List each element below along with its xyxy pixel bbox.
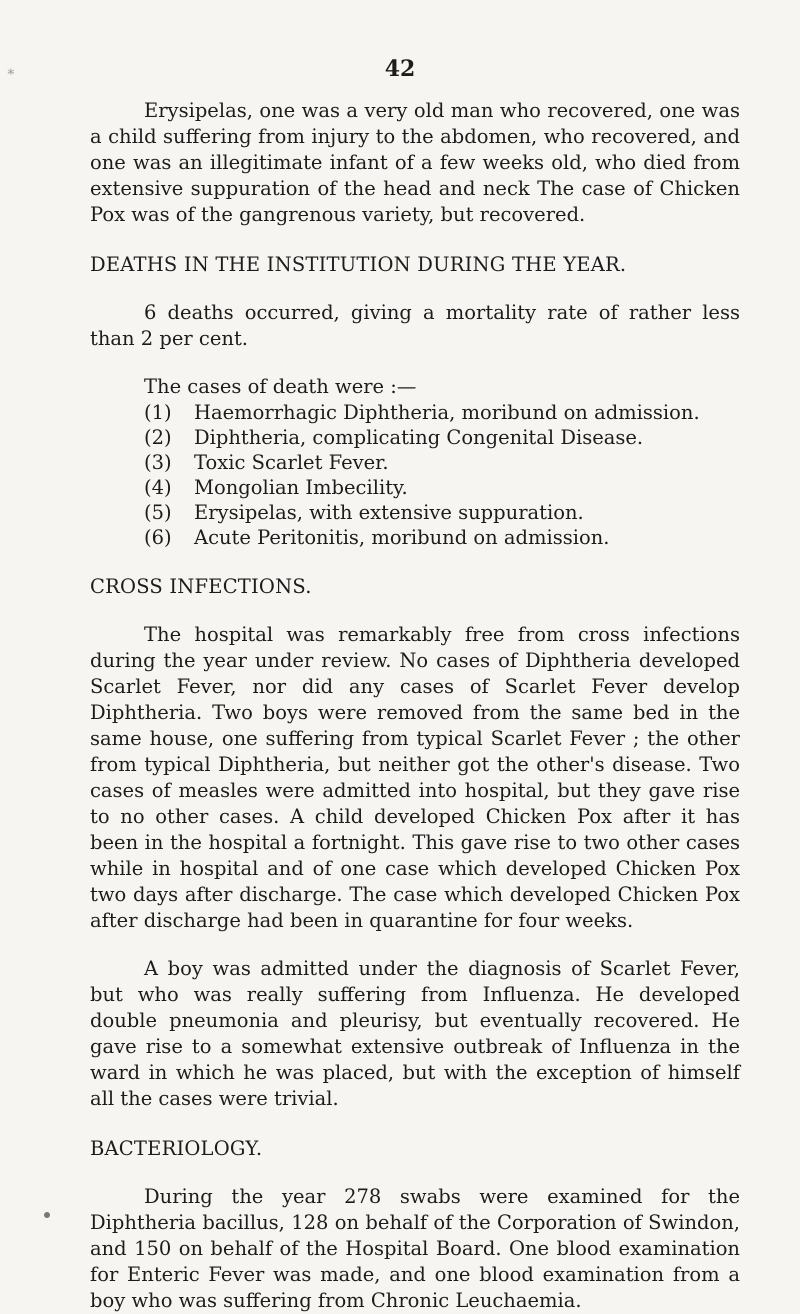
causes-list — [90, 400, 740, 550]
cause-item — [144, 450, 740, 475]
cause-number: (5) — [144, 501, 172, 524]
cause-item — [144, 525, 740, 550]
paragraph-deaths-intro: 6 deaths occurred, giving a mortality rate of rather less than 2 per cent. — [90, 301, 740, 350]
cause-text: Haemorrhagic Diphtheria, moribund on admission. — [194, 401, 700, 424]
cause-number: (4) — [144, 476, 172, 499]
corner-mark: ∗ — [6, 64, 16, 80]
cause-number: (2) — [144, 426, 172, 449]
cause-item — [144, 400, 740, 425]
cause-text: Toxic Scarlet Fever. — [194, 451, 389, 474]
page-body — [90, 98, 740, 1314]
cause-text: Erysipelas, with extensive suppuration. — [194, 501, 584, 524]
cause-item — [144, 425, 740, 450]
cause-item — [144, 500, 740, 525]
heading-cross-infections: CROSS INFECTIONS. — [90, 575, 312, 598]
cause-text: Mongolian Imbecility. — [194, 476, 408, 499]
paragraph-erysipelas: Erysipelas, one was a very old man who recovered, one was a child suffering from injury to the abdomen, who recovered, and one was an illegitimate infant of a few weeks old, who died from extensive suppuration of the head and neck The case of Chicken Pox was of the gangrenous variety, but recovered. — [90, 99, 740, 226]
heading-bacteriology: BACTERIOLOGY. — [90, 1137, 263, 1160]
ink-dot — [44, 1212, 50, 1218]
cause-text: Diphtheria, complicating Congenital Disease. — [194, 426, 644, 449]
cause-number: (3) — [144, 451, 172, 474]
paragraph-influenza-case: A boy was admitted under the diagnosis of Scarlet Fever, but who was really suffering from Influenza. He developed double pneumonia and pleurisy, but eventually recovered. He gave rise to a somewhat extensive outbreak of Influenza in the ward in which he was placed, but with the exception of himself all the cases were trivial. — [90, 957, 740, 1110]
paragraph-bacteriology: During the year 278 swabs were examined for the Diphtheria bacillus, 128 on behalf of the Corporation of Swindon, and 150 on behalf of the Hospital Board. One blood examination for Enteric Fever was made, and one blood examination from a boy who was suffering from Chronic Leuchaemia. — [90, 1185, 740, 1312]
cause-number: (6) — [144, 526, 172, 549]
page-number: 42 — [384, 56, 416, 82]
heading-deaths: DEATHS IN THE INSTITUTION DURING THE YEAR. — [90, 253, 627, 276]
cause-number: (1) — [144, 401, 172, 424]
cause-text: Acute Peritonitis, moribund on admission. — [194, 526, 610, 549]
cause-item — [144, 475, 740, 500]
paragraph-cross-infections: The hospital was remarkably free from cross infections during the year under review. No cases of Diphtheria developed Scarlet Fever, nor did any cases of Scarlet Fever develop Diphtheria. Two boys were removed from the same bed in the same house, one suffering from typical Scarlet Fever ; the other from typical Diphtheria, but neither got the other's disease. Two cases of measles were admitted into hospital, but they gave rise to no other cases. A child developed Chicken Pox after it has been in the hospital a fortnight. This gave rise to two other cases while in hospital and of one case which developed Chicken Pox two days after discharge. The case which developed Chicken Pox after discharge had been in quarantine for four weeks. — [90, 623, 740, 932]
paragraph-causes-intro: The cases of death were :— — [144, 375, 417, 398]
